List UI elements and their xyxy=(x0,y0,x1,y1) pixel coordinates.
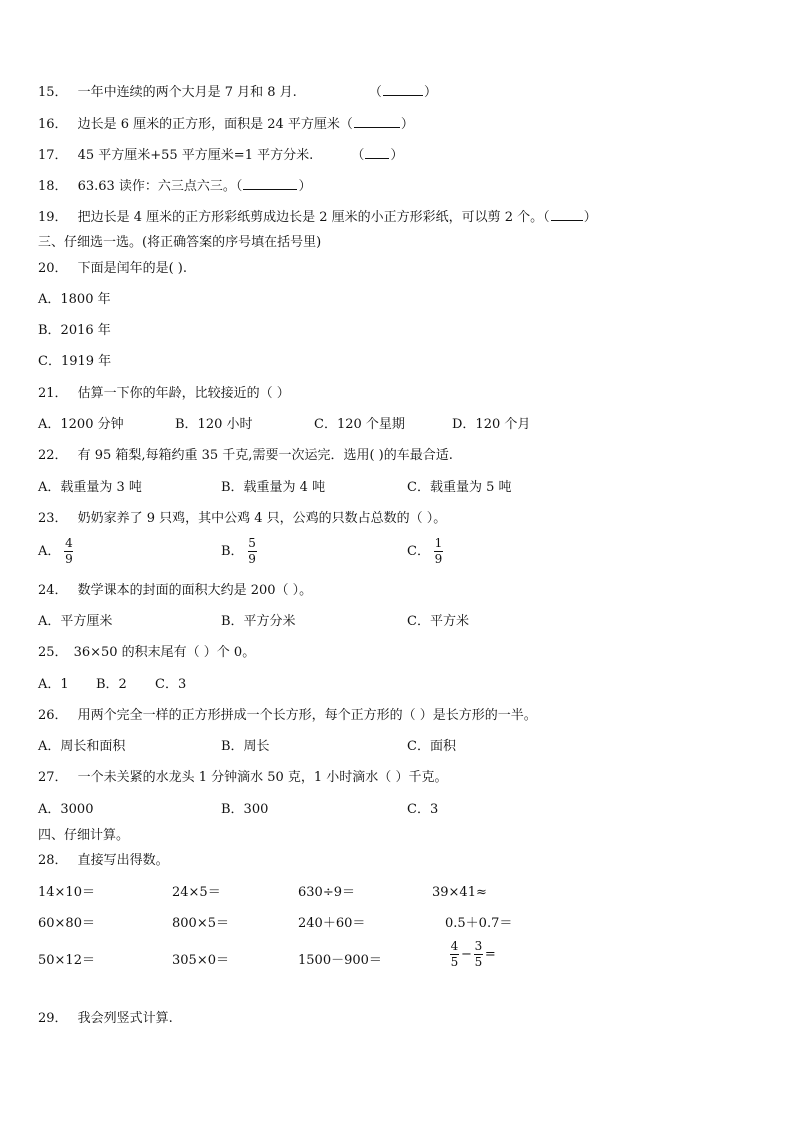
question-25: 25． 36×50 的积末尾有（ ）个 0。 xyxy=(38,645,256,660)
question-28: 28． 直接写出得数。 xyxy=(38,853,169,868)
option-b[interactable]: B． $\frac{5}{9}$ xyxy=(221,536,256,566)
calc-item: 240＋60＝ xyxy=(298,916,366,931)
option-a[interactable]: A．周长和面积 xyxy=(38,739,126,754)
option-c[interactable]: C．平方米 xyxy=(407,614,469,629)
fraction: $\frac{4}{9}$ xyxy=(65,536,73,566)
question-text: 63.63 读作：六三点六三。 xyxy=(77,179,236,194)
answer-blank[interactable] xyxy=(365,146,389,159)
question-text: 边长是 6 厘米的正方形，面积是 24 平方厘米 xyxy=(77,117,340,132)
calc-item: 0.5＋0.7＝ xyxy=(445,916,513,931)
fraction: $\frac{5}{9}$ xyxy=(248,536,256,566)
option-b[interactable]: B．周长 xyxy=(221,739,270,754)
fraction: $\frac{1}{9}$ xyxy=(434,536,443,566)
answer-blank[interactable] xyxy=(383,83,423,96)
question-19: 19． 把边长是 4 厘米的正方形彩纸剪成边长是 2 厘米的小正方形彩纸，可以剪 2 个。（ ） xyxy=(38,210,597,225)
option-b[interactable]: B．载重量为 4 吨 xyxy=(221,480,326,495)
question-22: 22． 有 95 箱梨,每箱约重 35 千克,需要一次运完．选用( )的车最合适. xyxy=(38,448,453,463)
option-b[interactable]: B．平方分米 xyxy=(221,614,296,629)
question-21: 21． 估算一下你的年龄，比较接近的（ ） xyxy=(38,386,290,401)
option-b[interactable]: B．120 小时 xyxy=(175,417,253,432)
option-a[interactable]: A．1200 分钟 xyxy=(38,417,124,432)
question-number: 15 xyxy=(38,85,55,100)
question-15: 15． 一年中连续的两个大月是 7 月和 8 月. （ ） xyxy=(38,85,437,100)
question-number: 16 xyxy=(38,117,55,132)
question-number: 17 xyxy=(38,148,55,163)
question-26: 26． 用两个完全一样的正方形拼成一个长方形，每个正方形的（ ）是长方形的一半。 xyxy=(38,708,537,723)
calc-item: 305×0＝ xyxy=(172,953,229,968)
option-d[interactable]: D．120 个月 xyxy=(452,417,531,432)
option-b[interactable]: B．300 xyxy=(221,802,269,817)
calc-item: 24×5＝ xyxy=(172,885,221,900)
answer-blank[interactable] xyxy=(354,115,400,128)
option-a[interactable]: A． $\frac{4}{9}$ xyxy=(38,536,73,566)
option-c[interactable]: C．面积 xyxy=(407,739,456,754)
option-c[interactable]: C．1919 年 xyxy=(38,354,112,369)
fraction: $\frac{3}{5}$ xyxy=(474,939,483,969)
question-20: 20． 下面是闰年的是( ). xyxy=(38,261,187,276)
fraction-expression: $\frac{4}{5}$ − $\frac{3}{5}$ = xyxy=(450,939,496,969)
question-27: 27． 一个未关紧的水龙头 1 分钟滴水 50 克，1 小时滴水（ ）千克。 xyxy=(38,770,448,785)
calc-item: 50×12＝ xyxy=(38,953,95,968)
section-3-title: 三、仔细选一选。(将正确答案的序号填在括号里) xyxy=(38,235,322,250)
question-18: 18． 63.63 读作：六三点六三。（ ） xyxy=(38,179,312,194)
fraction: $\frac{4}{5}$ xyxy=(450,939,459,969)
option-c[interactable]: C．120 个星期 xyxy=(314,417,405,432)
question-17: 17． 45 平方厘米+55 平方厘米=1 平方分米. （ ） xyxy=(38,148,404,163)
calc-item: 60×80＝ xyxy=(38,916,95,931)
option-a[interactable]: A．1800 年 xyxy=(38,292,111,307)
option-a[interactable]: A．1 xyxy=(38,677,69,692)
question-29: 29． 我会列竖式计算. xyxy=(38,1011,173,1026)
answer-blank[interactable] xyxy=(243,177,297,190)
question-text: 一年中连续的两个大月是 7 月和 8 月. xyxy=(77,85,297,100)
calc-item: 1500－900＝ xyxy=(298,953,382,968)
option-c[interactable]: C．载重量为 5 吨 xyxy=(407,480,512,495)
question-16: 16． 边长是 6 厘米的正方形，面积是 24 平方厘米（ ） xyxy=(38,117,414,132)
question-number: 18 xyxy=(38,179,55,194)
calc-item: 14×10＝ xyxy=(38,885,95,900)
option-b[interactable]: B．2016 年 xyxy=(38,323,111,338)
question-text: 把边长是 4 厘米的正方形彩纸剪成边长是 2 厘米的小正方形彩纸，可以剪 2 个。 xyxy=(77,210,544,225)
option-c[interactable]: C．3 xyxy=(407,802,439,817)
option-a[interactable]: A．平方厘米 xyxy=(38,614,113,629)
option-a[interactable]: A．3000 xyxy=(38,802,94,817)
calc-item: 800×5＝ xyxy=(172,916,229,931)
question-number: 19 xyxy=(38,210,55,225)
calc-item: 39×41≈ xyxy=(432,885,487,900)
question-23: 23． 奶奶家养了 9 只鸡，其中公鸡 4 只，公鸡的只数占总数的（ ）。 xyxy=(38,511,447,526)
section-4-title: 四、仔细计算。 xyxy=(38,828,130,843)
question-24: 24． 数学课本的封面的面积大约是 200（ ）。 xyxy=(38,583,313,598)
option-c[interactable]: C．3 xyxy=(155,677,187,692)
option-a[interactable]: A．载重量为 3 吨 xyxy=(38,480,142,495)
question-text: 45 平方厘米+55 平方厘米=1 平方分米. xyxy=(77,148,314,163)
option-b[interactable]: B．2 xyxy=(96,677,127,692)
option-c[interactable]: C． $\frac{1}{9}$ xyxy=(407,536,443,566)
answer-blank[interactable] xyxy=(551,208,583,221)
calc-item: 630÷9＝ xyxy=(298,885,355,900)
